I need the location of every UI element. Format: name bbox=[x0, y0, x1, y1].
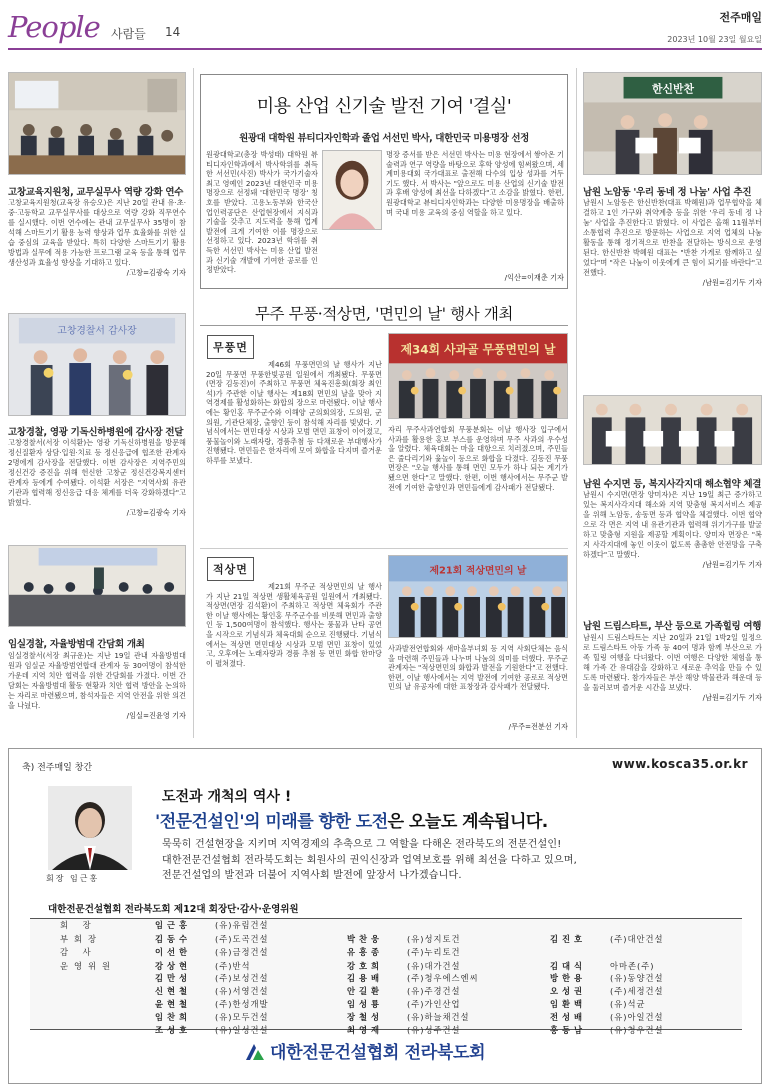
headline: 남원 노암동 '우리 동네 정 나눔' 사업 추진 bbox=[583, 187, 752, 198]
article-body: 사과발전연합회와 새마을부녀회 등 지역 사회단체는 음식을 마련해 주민들과 나누며 나눔의 의미를 더했다. 무주군 관계자는 "적상면민의 화합과 발전을 기원한다"고 전했다. 한편, 이날 행사에서는 지역 발전에 기여한 공로로 적상면민의 날 유공자에 대한 표창장과 감사패가 전달됐다. bbox=[388, 644, 568, 692]
second-headline: 무주 무풍·적상면, '면민의 날' 행사 개최 bbox=[254, 305, 513, 323]
member-company: (주)보성건설 bbox=[215, 973, 269, 983]
article-body: 남원시 노암동은 한신반찬(대표 박혜원)과 업무협약을 체결하고 1인 가구와 취약계층 등을 위한 '우리 동네 정 나눔' 사업을 추진한다고 밝혔다. 이 사업은 올해 11월부터 소통협력 추진으로 방문하는 사업으로 지역 업체의 나눔 활동을 통해 정기적으로 반찬을 전달하는 방식으로 운영된다. 한신반찬 박혜원 대표는 "반찬 가게로 함께하고 싶었다"며 "작은 나눔이 이웃에게 큰 힘이 되기를 바란다"고 전했다. /남원=김기두 기자 bbox=[583, 198, 762, 287]
article-body: 남원시 수지면(면장 양미자)은 지난 19일 최근 증가하고 있는 복지사각지대 해소와 지역 맞춤형 복지서비스 제공을 위해 노암동, 송동면 등과 협약을 체결했다. 이번 협약으로 각 면은 지역 내 유관기관과 협력해 위기가구를 발굴하고 맞춤형 지원을 제공할 계획이다. 양미자 면장은 "복지 사각지대에 놓인 이웃이 없도록 촘촘한 안전망을 구축하겠다"고 말했다. /남원=김기두 기자 bbox=[583, 490, 762, 569]
ad-kicker: 축) 전주매일 창간 bbox=[22, 763, 93, 773]
ad-url[interactable]: www.kosca35.or.kr bbox=[612, 757, 748, 771]
photo-jeoksang-event bbox=[388, 555, 568, 638]
member-company: (유)유림건설 bbox=[215, 920, 269, 930]
section-tag-jeoksang: 적상면 bbox=[207, 557, 254, 581]
photo-training bbox=[8, 72, 186, 175]
headline: 고창교육지원청, 교무실무사 역량 강화 연수 bbox=[8, 187, 184, 198]
svg-text:제21회 적상면민의 날: 제21회 적상면민의 날 bbox=[429, 565, 527, 577]
ad-message: 묵묵히 건설현장을 지키며 지역경제의 추축으로 그 역할을 다해온 전라북도의 전문건설인! 대한전문건설협회 전라북도회는 회원사의 권익신장과 업역보호를 위해 최선을 다하고 있으며, 전문건설업의 발전과 더불어 지역사회 발전에 앞장서 나가겠습니다. bbox=[162, 839, 577, 881]
ad-slogan: '전문건설인'의 미래를 향한 도전은 오늘도 계속됩니다. bbox=[155, 812, 548, 832]
president-caption: 회장 임근홍 bbox=[46, 874, 100, 883]
section-tag-mupung: 무풍면 bbox=[207, 335, 254, 359]
president-photo bbox=[48, 786, 132, 870]
member-name: 박찬웅 bbox=[347, 934, 384, 944]
article-body: 임실경찰서(서장 최규운)는 지난 19일 관내 자율방범대원과 임실군 자율방범연합대 관계자 등 30여명이 참석한 가운데 지역 치안 협력을 위한 간담회를 가졌다. 이번 간담회는 자율방범대 활동 현황과 치안 협력 방안을 논의하는 자리로 마련됐으며, 참석자들은 지역 안전을 위한 의견을 나눴다. /임실=진윤영 기자 bbox=[8, 651, 186, 720]
member-name: 임환백 bbox=[550, 999, 587, 1009]
member-company: (주)반석 bbox=[215, 961, 251, 971]
member-name: 강호희 bbox=[347, 961, 384, 971]
article-body: 제46회 무풍면민의 날 행사가 지난 20일 무풍면 무풍한빛공원 일원에서 개최됐다. 무풍면(면장 김동진)이 주최하고 무풍면 체육진흥회(회장 최인석)가 주관한 이날 행사는 제18회 면민의 날을 맞아 지역경제를 활성화하는 화합의 장으로 마련됐다. 이날 행사에는 황인홍 무주군수와 이해양 군의회의장, 도의원, 군의원, 기관단체장, 출향인 등이 참석해 자리를 빛냈다. 기념식에서는 면민대상 시상과 모범 면민 표창이 이어졌고, 풍물놀이와 노래자랑, 경품추첨 등 다채로운 부대행사가 진행됐다. 면민들은 한자리에 모여 화합을 다지며 즐거운 하루를 보냈다. bbox=[206, 360, 382, 465]
roster-role: 운영위원 bbox=[60, 961, 117, 971]
article-body: 명장 증서를 받은 서선민 박사는 미용 현장에서 쌓아온 기술력과 연구 역량을 바탕으로 후학 양성에 힘써왔으며, 세계미용대회 국가대표로 출전해 다수의 입상 성과를 거두기도 했다. 서 박사는 "앞으로도 미용 산업의 신기술 발전과 후배 양성에 최선을 다하겠다"고 소감을 밝혔다. 한편, 원광대학교 뷰티디자인학과는 다양한 미용명장을 배출하며 국내 미용 교육의 중심 역할을 하고 있다. bbox=[386, 150, 564, 217]
photo-appreciation bbox=[8, 313, 186, 416]
headline: 임실경찰, 자율방범대 간담회 개최 bbox=[8, 639, 145, 650]
member-name: 윤현철 bbox=[155, 999, 192, 1009]
member-name: 전성배 bbox=[550, 1012, 587, 1022]
svg-text:한신반찬: 한신반찬 bbox=[651, 82, 695, 96]
member-company: (유)주경건설 bbox=[407, 986, 461, 996]
member-name: 김대식 bbox=[550, 961, 587, 971]
member-name: 방한용 bbox=[550, 973, 587, 983]
member-company: (유)아일건설 bbox=[610, 1012, 664, 1022]
header-rule bbox=[8, 48, 762, 50]
article-body: 제21회 무주군 적상면민의 날 행사가 지난 21일 적상면 생활체육공원 일원에서 개최됐다. 적상면(면장 김석환)이 주최하고 적상면 체육회가 주관한 이날 행사에는 황인홍 무주군수를 비롯해 면민과 출향인 등 1,500여명이 참석했다. 행사는 풍물과 난타 공연을 시작으로 기념식과 체육대회 순으로 진행됐다. 기념식에서는 적상면 면민대상 시상과 모범 면민 표창이 있었고, 오후에는 노래자랑과 경품 추첨 등 면민 화합 한마당이 펼쳐졌다. bbox=[206, 582, 382, 668]
article-body: 고창교육지원청(교육장 유승오)은 지난 20일 관내 유·초·중·고등학교 교무실무사를 대상으로 역량 강화 직무연수를 실시했다. 이번 연수에는 관내 교무실무사 35명이 참석해 스마트기기 활용 능력 향상과 업무 효율화를 위한 실습 중심의 교육을 받았다. 특히 다양한 스마트기기 활용 방법과 실무에 적용 가능한 프로그램 교육 등을 통해 업무 생산성과 효율성 향상을 기대하고 있다. /고창=김광숙 기자 bbox=[8, 198, 186, 277]
member-company: (주)한성개발 bbox=[215, 999, 269, 1009]
member-name: 김용배 bbox=[347, 973, 384, 983]
member-company: (유)성지토건 bbox=[407, 934, 461, 944]
member-name: 김동수 bbox=[155, 934, 192, 944]
svg-text:고창경찰서 감사장: 고창경찰서 감사장 bbox=[57, 325, 137, 337]
headline: 남원 수지면 등, 복지사각지대 해소협약 체결 bbox=[583, 479, 762, 490]
member-company: 아마존(주) bbox=[610, 961, 655, 971]
member-name: 임찬희 bbox=[155, 1012, 192, 1022]
ad-footer: 대한전문건설협회 전라북도회 bbox=[270, 1043, 486, 1063]
member-name: 최영재 bbox=[347, 1025, 384, 1035]
article-body: 자리 무주사과연합회 무풍분회는 이날 행사장 입구에서 사과를 활용한 홍보 부스를 운영하며 무주 사과의 우수성을 알렸다. 체육대회는 마을 대항으로 치러졌으며, 주민들은 줄다리기와 윷놀이 등으로 화합을 다졌다. 김동진 무풍면장은 "오늘 행사를 통해 면민 모두가 하나 되는 계기가 됐으면 한다"고 말했다. 한편, 이번 행사에서는 무주군 발전에 기여한 출향인과 면민들에게 감사패가 전달됐다. bbox=[388, 425, 568, 492]
member-company: (유)하늘채건설 bbox=[407, 1012, 470, 1022]
member-company: (유)대가건설 bbox=[407, 961, 461, 971]
section-brand: People bbox=[8, 10, 100, 44]
column-divider bbox=[193, 68, 194, 738]
member-name: 김만성 bbox=[155, 973, 192, 983]
byline: /무주=전분선 기자 bbox=[508, 722, 568, 731]
member-company: (유)금정건설 bbox=[215, 947, 269, 957]
member-name: 임근홍 bbox=[155, 920, 192, 930]
issue-date: 2023년 10월 23일 월요일 bbox=[667, 35, 762, 44]
member-company: (유)동양건설 bbox=[610, 973, 664, 983]
member-company: (유)청우건설 bbox=[610, 1025, 664, 1035]
roster-role: 감 사 bbox=[60, 947, 97, 957]
association-logo bbox=[244, 1042, 266, 1062]
member-company: (유)모두건설 bbox=[215, 1012, 269, 1022]
member-name: 안길환 bbox=[347, 986, 384, 996]
member-name: 장철성 bbox=[347, 1012, 384, 1022]
photo-noam bbox=[583, 72, 762, 175]
ad-headline: 도전과 개척의 역사 ! bbox=[162, 789, 292, 805]
article-body: 남원시 드림스타트는 지난 20일과 21일 1박2일 일정으로 드림스타트 아동 가족 등 40여 명과 함께 부산으로 가족 힐링 여행을 다녀왔다. 이번 여행은 다양한 체험을 통해 가족 간 유대감을 강화하고 새로운 추억을 만들 수 있도록 마련됐다. 참가자들은 부산 해양 박물관과 해운대 등을 둘러보며 즐거운 시간을 보냈다. /남원=김기두 기자 bbox=[583, 633, 762, 702]
member-name: 이선한 bbox=[155, 947, 192, 957]
member-company: (유)서영건설 bbox=[215, 986, 269, 996]
photo-meeting bbox=[8, 545, 186, 627]
article-body: 원광대학교(총장 박성태) 대학원 뷰티디자인학과에서 박사학위를 취득한 서선민(사진) 박사가 국가기술자 최고 영예인 2023년 대한민국 미용명장으로 선정돼 '대한민국 명장' 칭호를 받았다. 고용노동부와 한국산업인력공단은 산업현장에서 지식과 기술을 갖추고 지도력을 통해 업계 발전에 크게 기여한 이를 명장으로 선정하고 있다. 2023년 학위를 취득한 서선민 박사는 미용 산업 발전과 신기술 개발에 기여한 공로를 인정받았다. bbox=[206, 150, 318, 275]
headline-rule bbox=[200, 325, 568, 326]
member-company: (주)대안건설 bbox=[610, 934, 664, 944]
member-company: (주)누리토건 bbox=[407, 947, 461, 957]
member-company: (유)성주건설 bbox=[407, 1025, 461, 1035]
article-body: 고창경찰서(서장 이석환)는 영광 기독신하병원을 방문해 정신질환자 상담·입원·치료 등 정신응급에 협조한 관계자 2명에게 감사장을 전달했다. 이번 감사장은 지역주민의 정신건강 증진을 위해 헌신한 고창군 정신건강복지센터 관계자 등에게 수여됐다. 이석환 서장은 "지역사회 유관기관과 협력해 정신응급 대응 체계를 더욱 강화하겠다"고 밝혔다. /고창=김광숙 기자 bbox=[8, 438, 186, 517]
roster-role: 부회장 bbox=[60, 934, 103, 944]
headline: 남원 드림스타트, 부산 등으로 가족힐링 여행 bbox=[583, 621, 762, 632]
story-divider bbox=[200, 548, 568, 549]
member-company: (주)도곡건설 bbox=[215, 934, 269, 944]
member-name: 김진호 bbox=[550, 934, 587, 944]
main-headline: 미용 산업 신기술 발전 기여 '결실' bbox=[256, 96, 512, 117]
svg-text:제34회 사과골 무풍면민의 날: 제34회 사과골 무풍면민의 날 bbox=[400, 342, 556, 357]
member-company: (주)가인산업 bbox=[407, 999, 461, 1009]
column-divider bbox=[576, 68, 577, 738]
member-company: (주)청우에스엔씨 bbox=[407, 973, 479, 983]
member-company: (유)석균 bbox=[610, 999, 646, 1009]
member-company: (유)일성건설 bbox=[215, 1025, 269, 1035]
newspaper-name: 전주매일 bbox=[719, 11, 762, 24]
member-company: (주)세정건설 bbox=[610, 986, 664, 996]
member-name: 강상현 bbox=[155, 961, 192, 971]
ad-roster-title: 대한전문건설협회 전라북도회 제12대 회장단·감사·운영위원 bbox=[48, 904, 299, 915]
member-name: 신현철 bbox=[155, 986, 192, 996]
member-name: 조성호 bbox=[155, 1025, 192, 1035]
photo-suji bbox=[583, 395, 762, 465]
byline: /익산=이재춘 기자 bbox=[504, 273, 564, 282]
member-name: 홍동남 bbox=[550, 1025, 587, 1035]
main-subheadline: 원광대 대학원 뷰티디자인학과 졸업 서선민 박사, 대한민국 미용명장 선정 bbox=[239, 133, 529, 144]
roster-role: 회 장 bbox=[60, 920, 97, 930]
section-korean: 사람들 bbox=[111, 27, 146, 41]
member-name: 유흥종 bbox=[347, 947, 384, 957]
member-name: 오성권 bbox=[550, 986, 587, 996]
headline: 고창경찰, 영광 기독신하병원에 감사장 전달 bbox=[8, 427, 184, 438]
photo-mupung-event bbox=[388, 333, 568, 419]
member-name: 임성룡 bbox=[347, 999, 384, 1009]
portrait-photo bbox=[322, 150, 382, 230]
page-number: 14 bbox=[165, 25, 181, 39]
